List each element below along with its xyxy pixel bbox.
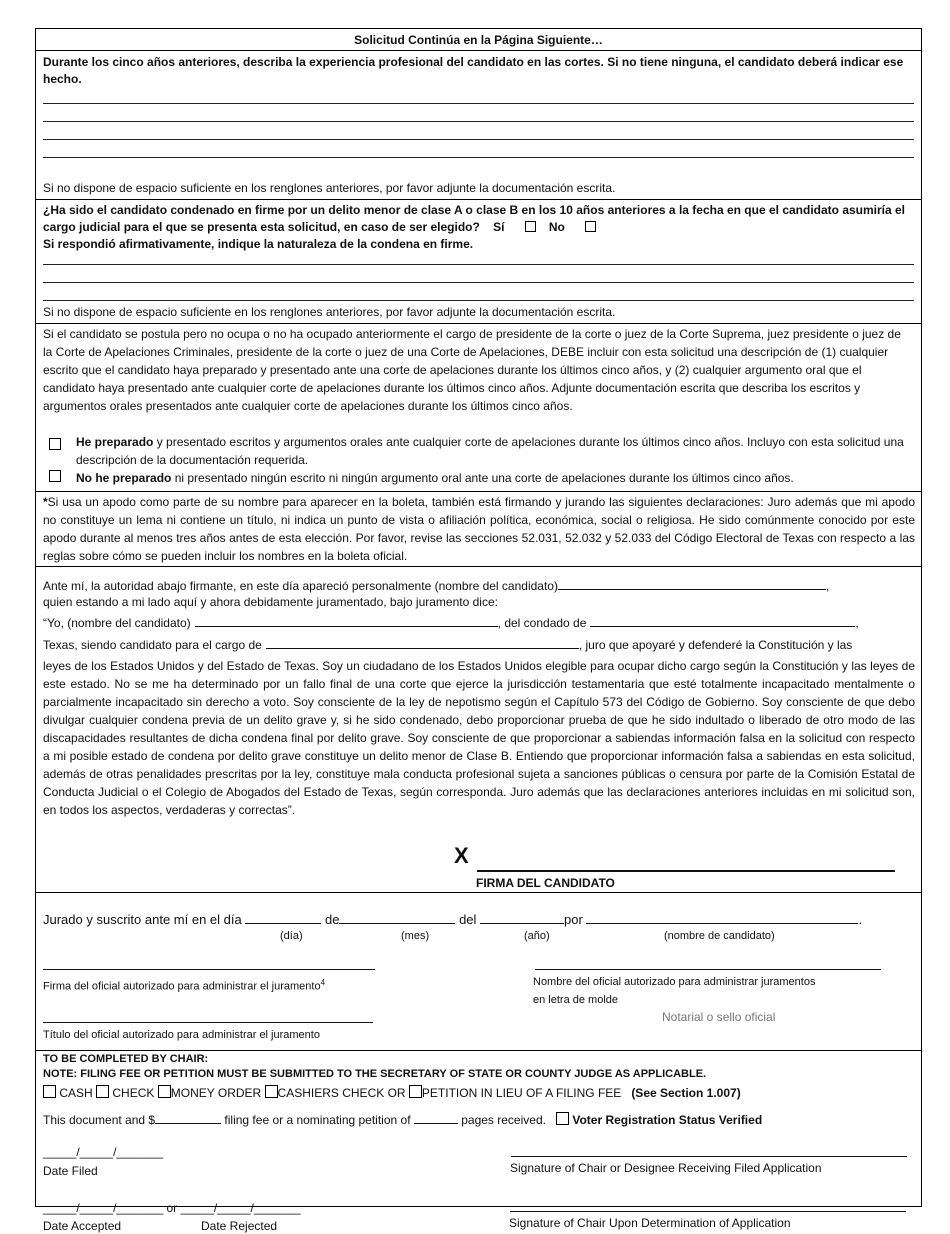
sworn-text-d: por bbox=[564, 912, 583, 927]
sworn-line bbox=[43, 911, 862, 927]
date-filed-label: Date Filed bbox=[43, 1164, 98, 1178]
official-name-label-1: Nombre del oficial autorizado para administrar juramentos bbox=[533, 976, 816, 988]
month-field[interactable] bbox=[339, 911, 455, 924]
oath-section bbox=[36, 567, 921, 893]
experience-note: Si no dispone de espacio suficiente en los renglones anteriores, por favor adjunte la documentación escrita. bbox=[43, 181, 616, 195]
day-label: (día) bbox=[280, 930, 303, 942]
determination-signature-label: Signature of Chair Upon Determination of Application bbox=[509, 1216, 791, 1230]
prepared-bold: He preparado bbox=[76, 435, 154, 449]
payment-options bbox=[43, 1085, 741, 1101]
date-accepted-rejected-fields bbox=[43, 1201, 301, 1216]
oath-line-1-end: , bbox=[825, 579, 830, 593]
sworn-text-a: Jurado y suscrito ante mí en el día bbox=[43, 912, 242, 927]
cashiers-check-label: CASHIERS CHECK OR bbox=[277, 1086, 406, 1100]
petition-checkbox[interactable] bbox=[409, 1085, 422, 1098]
conviction-line-3[interactable] bbox=[43, 300, 914, 301]
nickname-paragraph bbox=[43, 493, 915, 565]
date-accepted-label: Date Accepted bbox=[43, 1219, 122, 1233]
or-word: or bbox=[166, 1201, 178, 1215]
document-text-c: pages received. bbox=[461, 1113, 546, 1127]
experience-line-1[interactable] bbox=[43, 103, 914, 104]
oath-line-3-a: “Yo, (nombre del candidato) bbox=[43, 616, 191, 630]
official-signature-label bbox=[43, 975, 325, 995]
experience-line-2[interactable] bbox=[43, 121, 914, 122]
official-name-label-2: en letra de molde bbox=[533, 994, 618, 1006]
determination-signature-line[interactable] bbox=[510, 1211, 906, 1212]
continuation-header bbox=[36, 29, 921, 51]
month-label: (mes) bbox=[401, 930, 430, 942]
sworn-text-c: del bbox=[459, 912, 477, 927]
experience-line-3[interactable] bbox=[43, 139, 914, 140]
no-checkbox[interactable] bbox=[585, 221, 596, 232]
not-prepared-option bbox=[76, 469, 916, 487]
date-filed-field[interactable]: _____/_____/_______ bbox=[43, 1145, 164, 1159]
candidate-signature-label: FIRMA DEL CANDIDATO bbox=[476, 876, 615, 890]
document-text-b: filing fee or a nominating petition of bbox=[224, 1113, 411, 1127]
document-text-a: This document and $ bbox=[43, 1113, 156, 1127]
conviction-section bbox=[36, 200, 921, 324]
conviction-line-2[interactable] bbox=[43, 282, 914, 283]
signature-x: X bbox=[454, 843, 469, 868]
petition-label: PETITION IN LIEU OF A FILING FEE bbox=[421, 1086, 622, 1100]
footnote-marker: 4 bbox=[320, 978, 326, 987]
oath-line-4 bbox=[43, 636, 852, 653]
voter-verified-checkbox[interactable] bbox=[556, 1112, 569, 1125]
document-received-line bbox=[43, 1111, 762, 1128]
receiving-signature-line[interactable] bbox=[511, 1156, 907, 1157]
cash-checkbox[interactable] bbox=[43, 1085, 56, 1098]
year-field[interactable] bbox=[480, 911, 564, 924]
conviction-question-text: ¿Ha sido el candidato condenado en firme por un delito menor de clase A o clase B en los 10 años anteriores a la fecha en que el candidato asumiría el cargo judicial para el que se presenta esta solicitud, en caso de ser elegido? bbox=[43, 203, 906, 234]
prepared-option bbox=[76, 433, 916, 469]
candidate-name-field[interactable] bbox=[558, 577, 826, 590]
prepared-checkbox[interactable] bbox=[49, 438, 61, 450]
official-title-line[interactable] bbox=[43, 1022, 373, 1023]
yes-label: Sí bbox=[493, 220, 505, 234]
chair-section bbox=[36, 1051, 921, 1233]
notary-seal-label: Notarial o sello oficial bbox=[662, 1010, 776, 1024]
date-accepted-field[interactable]: _____/_____/_______ bbox=[43, 1201, 164, 1215]
conviction-followup: Si respondió afirmativamente, indique la naturaleza de la condena en firme. bbox=[43, 237, 474, 251]
experience-line-4[interactable] bbox=[43, 157, 914, 158]
oath-line-1 bbox=[43, 577, 829, 594]
application-form bbox=[35, 28, 922, 1233]
date-rejected-label: Date Rejected bbox=[201, 1219, 278, 1233]
money-order-label: MONEY ORDER bbox=[170, 1086, 262, 1100]
nickname-text: Si usa un apodo como parte de su nombre para aparecer en la boleta, también está firmando y jurando las siguientes declaraciones: Juro además que mi apodo no constituye un lema ni contiene un título, ni indica un punto de vista o afiliación política, económica, social o religiosa. He sido comúnmente conocido por este apodo durante al menos tres años antes de esta elección. Por favor, revise las secciones 52.031, 52.032 y 52.033 del Código Electoral de Texas con respecto a las reglas sobre cómo se pueden incluir los nombres en la boleta oficial. bbox=[43, 495, 915, 563]
official-title-label: Título del oficial autorizado para administrar el juramento bbox=[43, 1029, 320, 1041]
yes-checkbox[interactable] bbox=[525, 221, 536, 232]
experience-section bbox=[36, 51, 921, 200]
year-label: (año) bbox=[524, 930, 550, 942]
not-prepared-checkbox[interactable] bbox=[49, 470, 61, 482]
conviction-note: Si no dispone de espacio suficiente en los renglones anteriores, por favor adjunte la documentación escrita. bbox=[43, 305, 616, 319]
check-label: CHECK bbox=[112, 1086, 155, 1100]
nickname-section bbox=[36, 492, 921, 567]
date-rejected-field[interactable]: _____/_____/_______ bbox=[180, 1201, 301, 1215]
candidate-signature-line[interactable] bbox=[477, 870, 895, 872]
appellate-paragraph: Si el candidato se postula pero no ocupa o no ha ocupado anteriormente el cargo de presidente de la corte o juez de la Corte Suprema, juez presidente o juez de la Corte de Apelaciones Criminales, presidente de la corte o juez de una Corte de Apelaciones, DEBE incluir con esta solicitud una descripción de (1) cualquier escrito que el candidato haya preparado y presentado ante una corte de apelaciones durante los últimos cinco años, y (2) cualquier argumento oral que el candidato haya presentado ante cualquier corte de apelaciones durante los últimos cinco años. Adjunte documentación escrita que describa los escritos y argumentos orales presentados ante cualquier corte de apelaciones durante los últimos cinco años. bbox=[43, 327, 901, 413]
candidate-name-field-2[interactable] bbox=[195, 614, 498, 627]
experience-question: Durante los cinco años anteriores, describa la experiencia profesional del candidato en las cortes. Si no tiene ninguna, el candidato deberá indicar ese hecho. bbox=[43, 55, 904, 86]
conviction-question bbox=[43, 202, 915, 236]
pages-field[interactable] bbox=[414, 1111, 458, 1124]
conviction-line-1[interactable] bbox=[43, 264, 914, 265]
see-section: (See Section 1.007) bbox=[631, 1086, 741, 1100]
receiving-signature-label: Signature of Chair or Designee Receiving Filed Application bbox=[510, 1161, 822, 1175]
county-field[interactable] bbox=[590, 614, 855, 627]
sworn-section bbox=[36, 893, 921, 1051]
oath-line-4-b: , juro que apoyaré y defenderé la Constitución y las bbox=[578, 638, 853, 652]
chair-note: NOTE: FILING FEE OR PETITION MUST BE SUBMITTED TO THE SECRETARY OF STATE OR COUNTY JUDGE AS APPLICABLE. bbox=[43, 1068, 707, 1080]
cashiers-check-checkbox[interactable] bbox=[265, 1085, 278, 1098]
sworn-text-end: . bbox=[858, 912, 863, 927]
check-checkbox[interactable] bbox=[96, 1085, 109, 1098]
candidate-name-label: (nombre de candidato) bbox=[664, 930, 775, 942]
oath-line-4-a: Texas, siendo candidato para el cargo de bbox=[43, 638, 262, 652]
nickname-star: * bbox=[43, 495, 48, 509]
money-order-checkbox[interactable] bbox=[158, 1085, 171, 1098]
day-field[interactable] bbox=[245, 911, 321, 924]
continuation-title: Solicitud Continúa en la Página Siguiente… bbox=[354, 33, 603, 47]
prepared-text: y presentado escritos y argumentos orales ante cualquier corte de apelaciones durante los últimos cinco años. Incluyo con esta solicitud una descripción de la documentación requerida. bbox=[76, 435, 904, 467]
not-prepared-text: ni presentado ningún escrito ni ningún argumento oral ante una corte de apelaciones durante los últimos cinco años. bbox=[171, 471, 794, 485]
oath-line-3-b: , del condado de bbox=[497, 616, 587, 630]
no-label: No bbox=[548, 220, 565, 234]
oath-line-2: quien estando a mi lado aquí y ahora debidamente juramentado, bajo juramento dice: bbox=[43, 595, 498, 609]
oath-line-1-text: Ante mí, la autoridad abajo firmante, en este día apareció personalmente (nombre del candidato) bbox=[43, 579, 558, 593]
official-signature-text: Firma del oficial autorizado para administrar el juramento bbox=[43, 980, 321, 993]
oath-line-3-end: , bbox=[855, 616, 859, 630]
not-prepared-bold: No he preparado bbox=[76, 471, 172, 485]
voter-verified-label: Voter Registration Status Verified bbox=[572, 1113, 763, 1127]
oath-line-3 bbox=[43, 614, 859, 631]
official-signature-line[interactable] bbox=[43, 969, 375, 970]
office-field[interactable] bbox=[266, 636, 579, 649]
fee-field[interactable] bbox=[155, 1111, 221, 1124]
oath-body: leyes de los Estados Unidos y del Estado de Texas. Soy un ciudadano de los Estados Unidos elegible para ocupar dicho cargo según la Constitución y las leyes de este estado. No se me ha determinado por un fallo final de una corte que ejerce la jurisdicción testamentaria que esté totalmente incapacitado mentalmente o parcialmente incapacitado sin derecho a voto. Soy consciente de la ley de nepotismo según el Capítulo 573 del Código de Gobierno. Soy consciente de que debo divulgar cualquier condena previa de un delito grave y, si he sido condenado, debo proporcionar prueba de que he sido indultado o liberado de otro modo de las discapacidades resultantes de dicha condena final por delito grave. Soy consciente de que proporcionar a sabiendas información falsa en la solicitud con respecto a mi posible estado de condena por delito grave constituye un delito menor de Clase B. Entiendo que proporcionar información falsa a sabiendas en esta solicitud, además de otras penalidades prescritas por la ley, constituye mala conducta profesional sujeta a sanciones públicas o censura por parte de la Comisión Estatal de Conducta Judicial o el Colegio de Abogados del Estado de Texas, según corresponda. Juro además que las declaraciones anteriores incluidas en mi solicitud son, en todos los aspectos, verdaderas y correctas”. bbox=[43, 659, 915, 817]
cash-label: CASH bbox=[59, 1086, 93, 1100]
official-name-line[interactable] bbox=[535, 969, 881, 970]
sworn-candidate-field[interactable] bbox=[586, 911, 858, 924]
sworn-text-b: de bbox=[324, 912, 340, 927]
appellate-section bbox=[36, 324, 921, 492]
chair-heading: TO BE COMPLETED BY CHAIR: bbox=[43, 1053, 209, 1065]
